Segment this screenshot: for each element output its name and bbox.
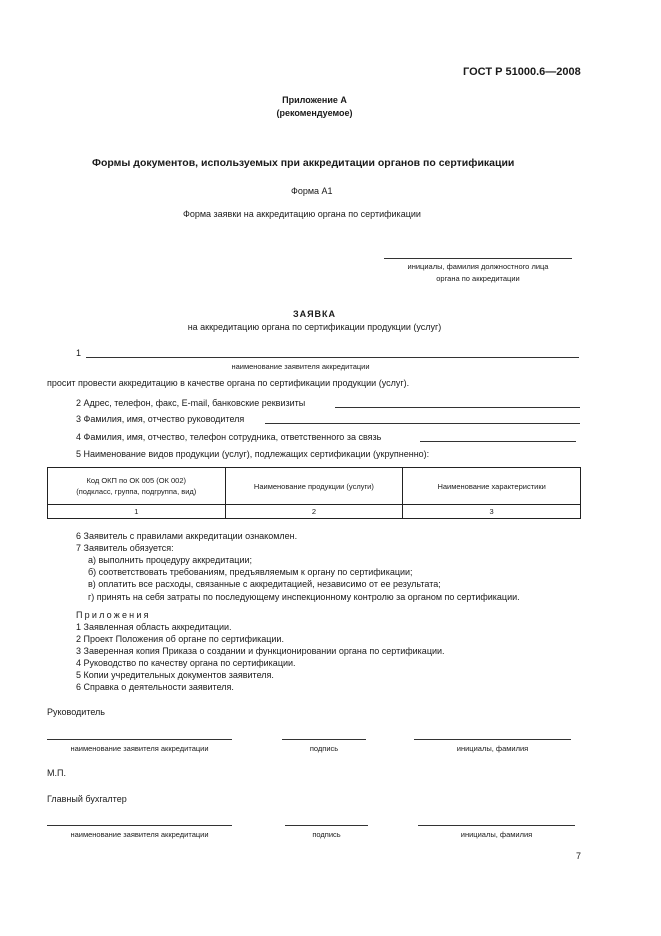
obligation-item: б) соответствовать требованиям, предъявляемым к органу по сертификации; [88, 567, 413, 577]
field-4-line [420, 441, 576, 442]
accountant-signature-line [285, 825, 368, 826]
table-header-cell: Наименование продукции (услуги) [225, 468, 403, 505]
document-id: ГОСТ Р 51000.6—2008 [463, 66, 581, 78]
products-table [47, 467, 581, 519]
head-initials-line [414, 739, 571, 740]
field-4-label: 4 Фамилия, имя, отчество, телефон сотрудника, ответственного за связь [76, 432, 382, 442]
attachment-item: 4 Руководство по качеству органа по сертификации. [76, 658, 296, 668]
table-row [48, 505, 581, 519]
table-header-cell: Код ОКП по ОК 005 (ОК 002) (подкласс, группа, подгруппа, вид) [48, 468, 226, 505]
field-5-label: 5 Наименование видов продукции (услуг), подлежащих сертификации (укрупненно): [76, 449, 430, 459]
item-7: 7 Заявитель обязуется: [76, 543, 174, 553]
accountant-initials-caption: инициалы, фамилия [460, 830, 533, 839]
head-initials-caption: инициалы, фамилия [456, 744, 529, 753]
head-name-caption: наименование заявителя аккредитации [70, 744, 209, 753]
attachment-item: 2 Проект Положения об органе по сертификации. [76, 634, 284, 644]
table-header-cell: Наименование характеристики [403, 468, 581, 505]
attachment-item: 6 Справка о деятельности заявителя. [76, 682, 234, 692]
attachment-item: 5 Копии учредительных документов заявителя. [76, 670, 274, 680]
head-label: Руководитель [47, 707, 105, 717]
head-signature-line [282, 739, 366, 740]
field-3-line [265, 423, 580, 424]
accountant-name-caption: наименование заявителя аккредитации [70, 830, 209, 839]
table-header-row [48, 468, 581, 505]
attachments-title: Приложения [76, 610, 151, 620]
form-label: Форма А1 [291, 186, 333, 196]
signatory-caption-1: инициалы, фамилия должностного лица [407, 262, 549, 271]
attachment-item: 3 Заверенная копия Приказа о создании и функционировании органа по сертификации. [76, 646, 445, 656]
table-cell: 2 [225, 505, 403, 519]
head-name-line [47, 739, 232, 740]
page-number: 7 [576, 851, 582, 861]
signatory-line [384, 258, 572, 259]
accountant-label: Главный бухгалтер [47, 794, 127, 804]
stamp-label: М.П. [47, 768, 66, 778]
section-title: Формы документов, используемых при аккредитации органов по сертификации [92, 157, 515, 169]
obligation-item: а) выполнить процедуру аккредитации; [88, 555, 253, 565]
field-1-number: 1 [76, 348, 82, 358]
obligation-item: в) оплатить все расходы, связанные с аккредитацией, независимо от ее результата; [88, 579, 441, 589]
appendix-title: Приложение А [282, 95, 347, 105]
applicant-name-line [86, 357, 579, 358]
field-3-label: 3 Фамилия, имя, отчество руководителя [76, 414, 245, 424]
signatory-caption-2: органа по аккредитации [436, 274, 520, 283]
appendix-subtitle: (рекомендуемое) [276, 108, 353, 118]
head-signature-caption: подпись [309, 744, 339, 753]
table-cell: 3 [403, 505, 581, 519]
table-cell: 1 [48, 505, 226, 519]
form-caption: Форма заявки на аккредитацию органа по сертификации [183, 209, 421, 219]
application-title: ЗАЯВКА [292, 309, 337, 319]
accountant-signature-caption: подпись [312, 830, 341, 839]
attachment-item: 1 Заявленная область аккредитации. [76, 622, 232, 632]
item-6: 6 Заявитель с правилами аккредитации ознакомлен. [76, 531, 298, 541]
obligation-item: г) принять на себя затраты по последующему инспекционному контролю за органом по сертификации. [88, 592, 520, 602]
applicant-name-caption: наименование заявителя аккредитации [231, 362, 370, 371]
accountant-initials-line [418, 825, 575, 826]
field-2-label: 2 Адрес, телефон, факс, E-mail, банковские реквизиты [76, 398, 306, 408]
accountant-name-line [47, 825, 232, 826]
application-subtitle: на аккредитацию органа по сертификации продукции (услуг) [187, 322, 442, 332]
request-text: просит провести аккредитацию в качестве органа по сертификации продукции (услуг). [47, 378, 410, 388]
field-2-line [335, 407, 580, 408]
